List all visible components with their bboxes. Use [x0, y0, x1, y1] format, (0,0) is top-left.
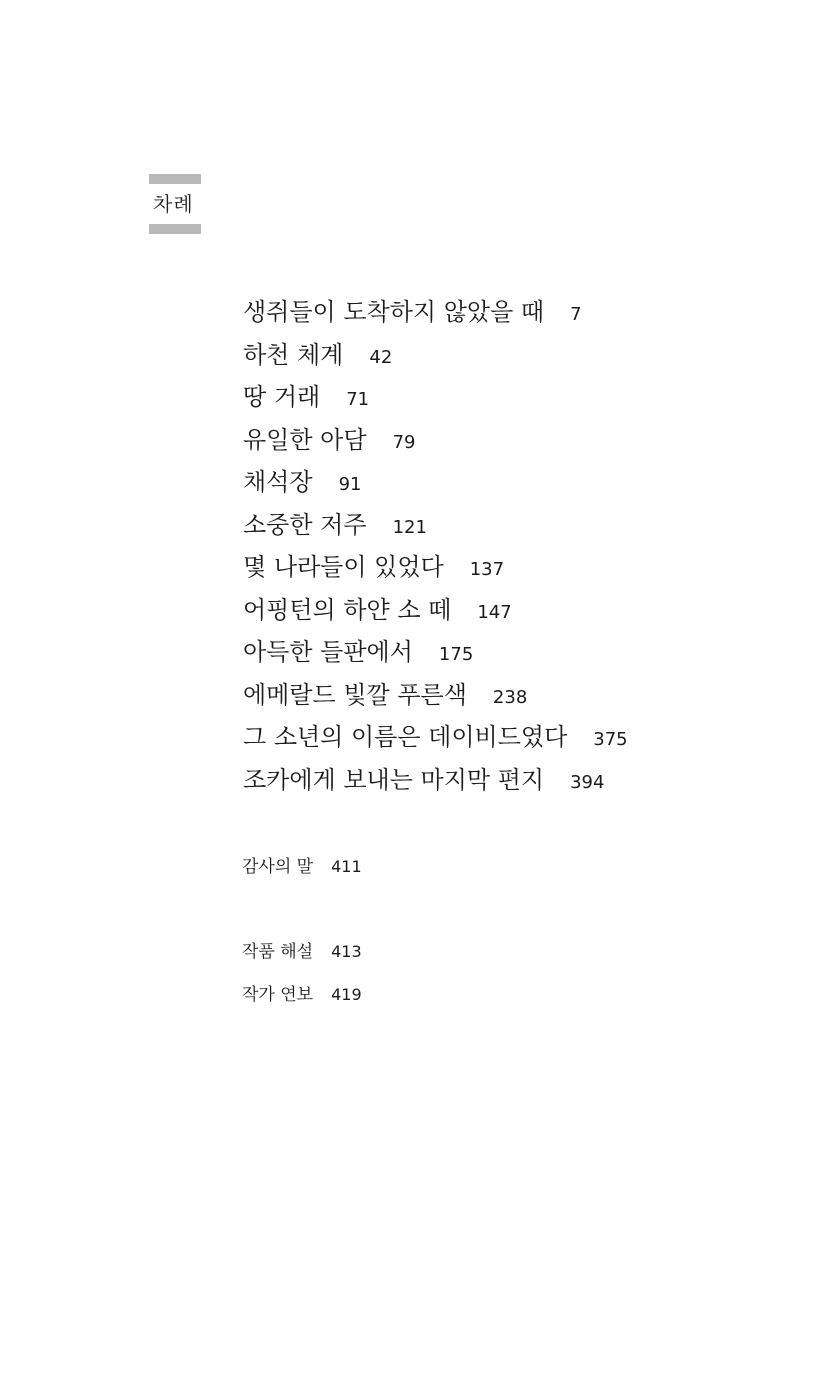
chapter-page-number: 375: [593, 729, 628, 750]
chapter-page-number: 91: [338, 474, 362, 495]
back-matter-title: 작가 연보: [242, 985, 314, 1005]
chapter-page-number: 79: [392, 431, 416, 453]
chapter-title: 소중한 저주: [243, 510, 367, 539]
chapter-page-number: 7: [570, 304, 582, 325]
chapter-title: 유일한 아담: [243, 425, 367, 454]
chapter-title: 에메랄드 빛깔 푸른색: [243, 680, 467, 709]
back-matter-entry: [242, 980, 542, 1005]
back-matter-entry: [242, 937, 542, 962]
heading-bottom-bar: [149, 224, 201, 234]
chapter-entry: [243, 762, 763, 805]
chapter-entry: [243, 507, 763, 550]
back-matter-page-number: 419: [331, 985, 362, 1004]
chapter-page-number: 147: [477, 601, 512, 623]
chapter-title: 땅 거래: [243, 383, 321, 411]
chapter-title: 생쥐들이 도착하지 않았을 때: [243, 298, 545, 326]
toc-heading: [149, 174, 201, 234]
chapter-title: 어핑턴의 하얀 소 떼: [243, 595, 452, 624]
chapter-page-number: 238: [492, 686, 528, 708]
chapter-list: [243, 294, 763, 804]
chapter-entry: [243, 592, 763, 635]
chapter-entry: [243, 294, 763, 337]
toc-title: 차례: [153, 192, 194, 216]
chapter-entry: [243, 464, 763, 507]
chapter-entry: [243, 422, 763, 465]
chapter-page-number: 121: [392, 516, 427, 538]
chapter-title: 그 소년의 이름은 데이비드였다: [243, 723, 568, 751]
chapter-entry: [243, 549, 763, 592]
chapter-page-number: 71: [346, 389, 370, 410]
chapter-entry: [243, 337, 763, 380]
chapter-title: 하천 체계: [243, 340, 344, 369]
back-matter-title: 감사의 말: [242, 857, 314, 877]
back-matter-title: 작품 해설: [242, 942, 314, 962]
back-matter-page-number: 413: [331, 942, 362, 961]
chapter-entry: [243, 719, 763, 762]
chapter-title: 조카에게 보내는 마지막 편지: [243, 765, 545, 794]
chapter-title: 몇 나라들이 있었다: [243, 553, 444, 581]
chapter-page-number: 42: [369, 346, 393, 368]
back-matter-entry: [242, 852, 542, 877]
back-matter-page-number: 411: [331, 857, 362, 876]
chapter-entry: [243, 379, 763, 422]
chapter-title: 채석장: [243, 468, 313, 496]
chapter-page-number: 394: [570, 771, 605, 793]
chapter-entry: [243, 677, 763, 720]
chapter-title: 아득한 들판에서: [243, 638, 413, 666]
chapter-entry: [243, 634, 763, 677]
chapter-page-number: 175: [438, 644, 474, 665]
heading-top-bar: [149, 174, 201, 184]
chapter-page-number: 137: [469, 559, 505, 580]
